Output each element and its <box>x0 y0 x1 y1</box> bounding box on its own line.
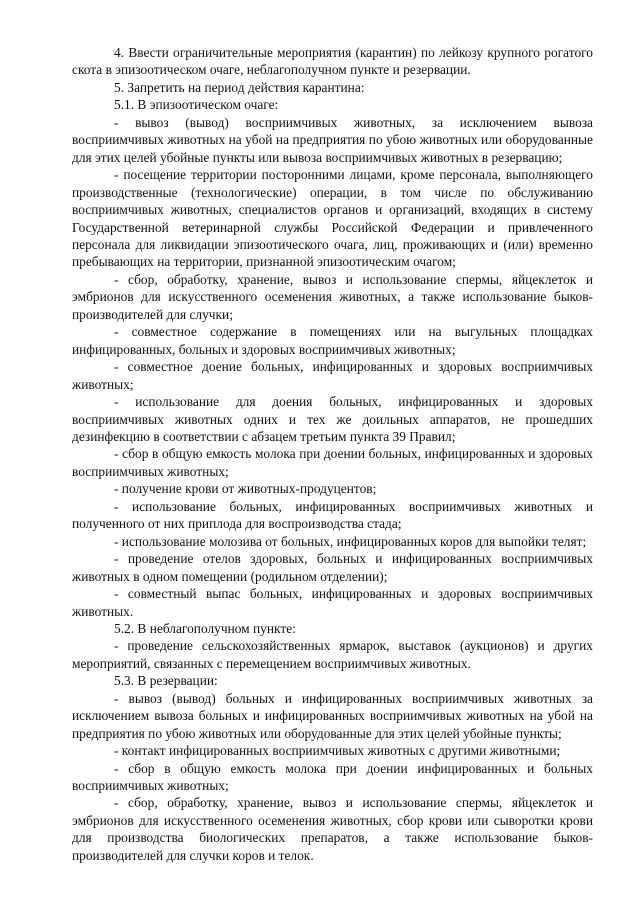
paragraph-item-4: 4. Ввести ограничительные мероприятия (карантин) по лейкозу крупного рогатого скота в эпизоотическом очаге, неблагополучном пункте и резервации. <box>72 45 593 78</box>
list-item: - сбор в общую емкость молока при доении больных, инфицированных и здоровых восприимчивых животных; <box>72 446 593 479</box>
list-item: - использование для доения больных, инфицированных и здоровых восприимчивых животных одних и тех же доильных аппаратов, не прошедших дезинфекцию в соответствии с абзацем третьим пункта 39 Правил; <box>72 394 593 444</box>
list-item: - совместное содержание в помещениях или на выгульных площадках инфицированных, больных и здоровых восприимчивых животных; <box>72 324 593 357</box>
list-item: - контакт инфицированных восприимчивых животных с другими животными; <box>114 743 561 759</box>
list-item: - посещение территории посторонними лицами, кроме персонала, выполняющего производственные (технологические) операции, в том числе по обслуживанию восприимчивых животных, специалистов органов и организаций, входящих в систему Государственной ветеринарной службы Российской Федерации и привлеченного персонала для ликвидации эпизоотического очага, лиц, проживающих и (или) временно пребывающих на территории, признанной эпизоотическим очагом; <box>72 167 593 270</box>
list-item: - получение крови от животных-продуцентов; <box>114 481 377 497</box>
list-item: - вывоз (вывод) восприимчивых животных, за исключением вывоза восприимчивых животных на убой на предприятия по убою животных или оборудованные для этих целей убойные пункты или вывоза восприимчивых животных в резервацию; <box>72 114 593 165</box>
document-body <box>72 44 593 864</box>
paragraph-subitem-5-1: 5.1. В эпизоотическом очаге: <box>114 97 279 113</box>
list-item: - использование больных, инфицированных восприимчивых животных и полученного от них приплода для воспроизводства стада; <box>72 498 593 532</box>
list-item: - сбор, обработку, хранение, вывоз и использование спермы, яйцеклеток и эмбрионов для искусственного осеменения животных, сбор крови или сыворотки крови для производства биологических препаратов, а также использование быков-производителей для случки коров и телок. <box>72 795 593 863</box>
list-item: - сбор в общую емкость молока при доении инфицированных и больных восприимчивых животных; <box>72 760 593 794</box>
list-item: - проведение отелов здоровых, больных и инфицированных восприимчивых животных в одном помещении (родильном отделении); <box>72 551 593 584</box>
paragraph-subitem-5-2: 5.2. В неблагополучном пункте: <box>114 620 296 636</box>
paragraph-subitem-5-3: 5.3. В резервации: <box>114 673 218 689</box>
list-item: - проведение сельскохозяйственных ярмарок, выставок (аукционов) и других мероприятий, связанных с перемещением восприимчивых животных. <box>72 638 593 671</box>
list-item: - совместное доение больных, инфицированных и здоровых восприимчивых животных; <box>72 359 593 392</box>
list-item: - совместный выпас больных, инфицированных и здоровых восприимчивых животных. <box>72 586 593 619</box>
paragraph-item-5: 5. Запретить на период действия карантина: <box>114 79 365 95</box>
list-item: - вывоз (вывод) больных и инфицированных восприимчивых животных за исключением вывоза больных и инфицированных восприимчивых животных на убой на предприятия по убою животных или оборудованные для этих целей убойные пункты; <box>72 690 593 741</box>
list-item: - сбор, обработку, хранение, вывоз и использование спермы, яйцеклеток и эмбрионов для искусственного осеменения животных, а также использование быков-производителей для случки; <box>72 271 593 322</box>
list-item: - использование молозива от больных, инфицированных коров для выпойки телят; <box>114 533 587 549</box>
